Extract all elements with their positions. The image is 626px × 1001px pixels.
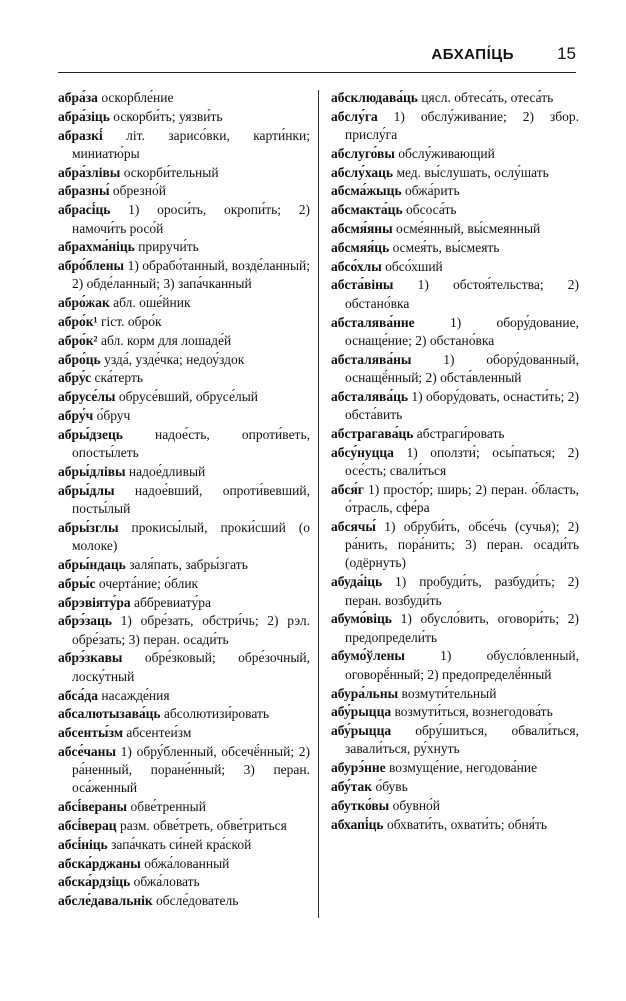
dictionary-entry xyxy=(331,444,579,481)
column-divider xyxy=(318,90,319,918)
entry-definition: 1) пробуди́ть, разбуди́ть; 2) перан. возбуди́ть xyxy=(345,574,579,608)
entry-headword: абсо́хлы xyxy=(331,258,382,274)
entry-definition: разм. обве́треть, обве́триться xyxy=(119,818,287,834)
dictionary-entry xyxy=(58,724,310,742)
dictionary-entry xyxy=(331,816,579,834)
page-number: 15 xyxy=(557,44,576,63)
entry-definition: обжа́рить xyxy=(404,183,460,199)
dictionary-entry xyxy=(58,892,310,910)
entry-headword: абсклюдава́ць xyxy=(331,90,418,105)
dictionary-entry xyxy=(58,575,310,593)
entry-definition: 1) обусло́вленный, оговорё́нный; 2) предопределё́нный xyxy=(345,648,579,682)
dictionary-entry xyxy=(58,388,310,406)
entry-definition: 1) просто́р; ширь; 2) перан. о́бласть, о́трасль, сфе́ра xyxy=(345,481,579,516)
entry-headword: абска́рдзіць xyxy=(58,874,131,890)
entry-definition: 1) оползти́; осы́паться; 2) осе́сть; свали́ться xyxy=(345,444,580,478)
entry-headword: абрэ́зкавы xyxy=(58,650,123,666)
dictionary-entry xyxy=(331,722,579,759)
dictionary-entry xyxy=(331,703,579,721)
entry-headword: абры́с xyxy=(58,575,96,591)
entry-definition: оскорби́тельный xyxy=(123,164,219,180)
entry-definition: заля́пать, забры́згать xyxy=(129,556,248,572)
dictionary-entry xyxy=(58,426,310,463)
dictionary-entry xyxy=(331,759,579,777)
right-column xyxy=(331,89,579,834)
entry-definition: літ. зарисо́вки, карти́нки; миниатю́ры xyxy=(72,127,311,161)
dictionary-entry xyxy=(331,314,579,351)
dictionary-entry xyxy=(58,313,310,331)
dictionary-entry xyxy=(58,482,310,519)
entry-headword: абра́злівы xyxy=(58,164,121,180)
entry-definition: 1) обрабо́танный, возде́ланный; 2) обде́ланный; 3) запа́чканный xyxy=(72,258,310,292)
left-column xyxy=(58,89,310,911)
entry-headword: абсма́жыць xyxy=(331,183,402,199)
entry-definition: осмея́ть, вы́смеять xyxy=(392,239,500,255)
dictionary-entry xyxy=(58,556,310,574)
entry-definition: 1) обору́дованный, оснащё́нный; 2) обста́вленный xyxy=(345,351,580,385)
entry-definition: возмуще́ние, негодова́ние xyxy=(389,760,538,776)
entry-definition: 1) обре́зать, обстри́чь; 2) рэл. обре́зать; 3) перан. осади́ть xyxy=(72,613,310,647)
entry-headword: абры́ндаць xyxy=(58,556,126,572)
entry-headword: абска́рджаны xyxy=(58,855,141,871)
entry-headword: абрахма́ніць xyxy=(58,239,135,255)
dictionary-entry xyxy=(331,388,579,425)
dictionary-entry xyxy=(331,481,579,518)
entry-definition: прокисы́лый, проки́сший (о молоке) xyxy=(72,519,310,554)
entry-definition: оскорбле́ние xyxy=(101,90,174,105)
entry-headword: абслуго́вы xyxy=(331,145,395,161)
entry-headword: абра́зіць xyxy=(58,108,110,124)
entry-headword: абро́жак xyxy=(58,295,110,311)
entry-headword: абурэ́нне xyxy=(331,760,386,776)
entry-definition: надое́сть, опроти́веть, опосты́леть xyxy=(72,426,310,461)
entry-definition: 1) обстоя́тельства; 2) обстано́вка xyxy=(345,277,579,311)
entry-definition: 1) обру́бленный, обсечё́нный; 2) ра́ненный, поране́нный; 3) перан. оса́женный xyxy=(72,743,311,796)
dictionary-entry xyxy=(331,108,579,145)
entry-headword: абсталява́нне xyxy=(331,314,415,330)
entry-headword: абсі́ніць xyxy=(58,836,108,852)
entry-headword: абсалютызава́ць xyxy=(58,706,161,722)
dictionary-entry xyxy=(58,182,310,200)
dictionary-entry xyxy=(331,685,579,703)
entry-definition: абл. корм для лошаде́й xyxy=(100,332,232,348)
entry-headword: абхапі́ць xyxy=(331,816,384,832)
entry-headword: абро́к² xyxy=(58,332,98,348)
entry-headword: абро́к¹ xyxy=(58,314,98,330)
entry-headword: абса́да xyxy=(58,687,98,703)
entry-definition: 1) обусло́вить, оговори́ть; 2) предопредели́ть xyxy=(345,611,579,645)
entry-definition: обре́зковый; обре́зочный, лоску́тный xyxy=(72,650,310,684)
entry-headword: абсталява́ны xyxy=(331,351,412,367)
entry-definition: обувно́й xyxy=(392,797,441,813)
entry-headword: абсмяя́ць xyxy=(331,239,390,255)
dictionary-entry xyxy=(331,518,579,573)
dictionary-entry xyxy=(331,89,579,107)
dictionary-entry xyxy=(58,257,310,294)
dictionary-entry xyxy=(58,332,310,350)
dictionary-entry xyxy=(58,873,310,891)
entry-headword: абрасі́ць xyxy=(58,202,111,218)
entry-headword: абу́рыцца xyxy=(331,704,392,720)
entry-headword: абры́длівы xyxy=(58,463,126,479)
entry-definition: 1) обруби́ть, обсе́чь (сучья); 2) ра́нить, пора́нить; 3) перан. осади́ть (одёрнуть) xyxy=(345,518,580,571)
dictionary-entry xyxy=(331,610,579,647)
dictionary-entry xyxy=(58,705,310,723)
entry-headword: абслу́хаць xyxy=(331,164,394,180)
entry-headword: абумо́віць xyxy=(331,611,392,627)
entry-definition: обве́тренный xyxy=(130,799,206,815)
entry-headword: абумо́ўлены xyxy=(331,648,405,664)
entry-definition: обсле́дователь xyxy=(156,893,239,909)
dictionary-entry xyxy=(58,369,310,387)
entry-definition: обжа́лованный xyxy=(144,855,230,871)
dictionary-entry xyxy=(58,108,310,126)
entry-definition: 1) обору́довать, оснасти́ть; 2) обста́вить xyxy=(345,388,579,423)
entry-definition: 1) ороси́ть, окропи́ть; 2) намочи́ть росо́й xyxy=(72,202,311,236)
entry-headword: абры́длы xyxy=(58,482,115,498)
entry-definition: запа́чкать си́ней кра́ской xyxy=(111,836,252,852)
entry-headword: абсячы́ xyxy=(331,518,376,534)
dictionary-entry xyxy=(331,182,579,200)
dictionary-entry xyxy=(58,201,310,238)
entry-definition: надое́вший, опроти́вевший, посты́лый xyxy=(72,482,311,517)
entry-headword: абсмакта́ць xyxy=(331,202,403,218)
dictionary-entry xyxy=(331,351,579,388)
dictionary-entry xyxy=(58,519,310,556)
entry-definition: осме́янный, вы́смеянный xyxy=(396,221,541,237)
dictionary-entry xyxy=(331,647,579,684)
dictionary-entry xyxy=(331,201,579,219)
entry-definition: узда́, узде́чка; недоу́здок xyxy=(104,351,245,367)
entry-definition: о́бруч xyxy=(96,408,131,424)
dictionary-entry xyxy=(58,463,310,481)
entry-headword: абры́зглы xyxy=(58,519,119,535)
entry-headword: абутко́вы xyxy=(331,797,390,813)
entry-definition: оскорби́ть; уязви́ть xyxy=(113,108,223,124)
dictionary-entry xyxy=(58,612,310,649)
entry-definition: гіст. обро́к xyxy=(100,314,162,330)
entry-headword: абсі́верац xyxy=(58,818,117,834)
entry-definition: абсентеи́зм xyxy=(126,725,192,741)
entry-definition: обсо́хший xyxy=(385,258,443,274)
running-header xyxy=(58,44,576,74)
dictionary-entry xyxy=(331,573,579,610)
entry-headword: абу́рыцца xyxy=(331,723,392,739)
entry-headword: абсу́нуцца xyxy=(331,444,394,460)
entry-headword: абсталява́ць xyxy=(331,388,408,404)
entry-headword: абру́ч xyxy=(58,408,94,424)
entry-headword: абсле́давальнік xyxy=(58,893,153,909)
dictionary-entry xyxy=(58,89,310,107)
entry-definition: абсолютизи́ровать xyxy=(163,706,270,722)
dictionary-entry xyxy=(58,743,310,798)
dictionary-entry xyxy=(58,855,310,873)
entry-headword: абслу́га xyxy=(331,108,378,124)
entry-headword: абу́так xyxy=(331,778,373,794)
entry-definition: абстраги́ровать xyxy=(416,425,505,441)
entry-headword: абура́льны xyxy=(331,685,399,701)
entry-definition: абл. оше́йник xyxy=(113,295,191,311)
entry-headword: абстрагава́ць xyxy=(331,425,414,441)
entry-definition: насажде́ния xyxy=(101,687,170,703)
dictionary-entry xyxy=(58,836,310,854)
entry-headword: абразкі́ xyxy=(58,127,103,143)
dictionary-entry xyxy=(331,425,579,443)
dictionary-entry xyxy=(58,127,310,164)
entry-definition: обслу́живающий xyxy=(398,145,495,161)
entry-definition: возмути́тельный xyxy=(401,685,497,701)
entry-definition: обрусе́вший, обрусе́лый xyxy=(118,389,258,405)
entry-headword: абсі́вераны xyxy=(58,799,128,815)
entry-headword: абразны́ xyxy=(58,183,110,199)
entry-definition: обрезно́й xyxy=(112,183,166,199)
dictionary-entry xyxy=(331,239,579,257)
entry-headword: абру́с xyxy=(58,370,92,386)
entry-headword: абуда́іць xyxy=(331,574,383,590)
entry-headword: абсе́чаны xyxy=(58,743,116,759)
dictionary-entry xyxy=(58,407,310,425)
entry-headword: абро́ць xyxy=(58,351,101,367)
entry-headword: абрусе́лы xyxy=(58,389,116,405)
entry-definition: цясл. обтеса́ть, отеса́ть xyxy=(421,90,554,105)
entry-headword: абсенты́зм xyxy=(58,725,124,741)
running-headword: АБХАПІ́ЦЬ xyxy=(431,46,514,63)
dictionary-entry xyxy=(58,351,310,369)
entry-definition: приручи́ть xyxy=(138,239,199,255)
header-rule xyxy=(58,72,576,73)
entry-headword: абрэвіяту́ра xyxy=(58,594,131,610)
entry-definition: аббревиату́ра xyxy=(134,594,211,610)
dictionary-entry xyxy=(58,649,310,686)
dictionary-entry xyxy=(331,164,579,182)
entry-headword: абсмя́яны xyxy=(331,221,393,237)
entry-definition: 1) обору́дование, оснаще́ние; 2) обстано́вка xyxy=(345,314,579,348)
dictionary-entry xyxy=(58,294,310,312)
dictionary-entry xyxy=(58,817,310,835)
dictionary-entry xyxy=(58,164,310,182)
entry-definition: очерта́ние; о́блик xyxy=(98,575,199,591)
dictionary-entry xyxy=(331,797,579,815)
dictionary-entry xyxy=(58,594,310,612)
dictionary-entry xyxy=(331,258,579,276)
entry-definition: ска́терть xyxy=(94,370,144,386)
entry-headword: абры́дзець xyxy=(58,426,123,442)
dictionary-entry xyxy=(58,238,310,256)
entry-definition: обсоса́ть xyxy=(405,202,457,218)
entry-headword: абро́блены xyxy=(58,258,125,274)
dictionary-entry xyxy=(58,687,310,705)
entry-headword: абста́віны xyxy=(331,277,394,293)
entry-definition: 1) обслу́живание; 2) збор. прислу́га xyxy=(345,108,579,143)
entry-headword: абрэ́заць xyxy=(58,613,112,629)
entry-headword: абся́г xyxy=(331,481,364,497)
entry-definition: надое́дливый xyxy=(128,463,206,479)
dictionary-entry xyxy=(331,778,579,796)
dictionary-entry xyxy=(331,276,579,313)
entry-definition: возмути́ться, вознегодова́ть xyxy=(394,704,553,720)
entry-definition: обжа́ловать xyxy=(133,874,200,890)
entry-definition: обхвати́ть, охвати́ть; обня́ть xyxy=(386,816,547,832)
entry-headword: абра́за xyxy=(58,90,98,105)
entry-definition: о́бувь xyxy=(375,778,408,794)
dictionary-entry xyxy=(331,145,579,163)
entry-definition: обру́шиться, обвали́ться, завали́ться, ру́хнуть xyxy=(345,723,579,757)
entry-definition: мед. вы́слушать, ослу́шать xyxy=(396,164,549,180)
dictionary-entry xyxy=(331,220,579,238)
dictionary-entry xyxy=(58,798,310,816)
